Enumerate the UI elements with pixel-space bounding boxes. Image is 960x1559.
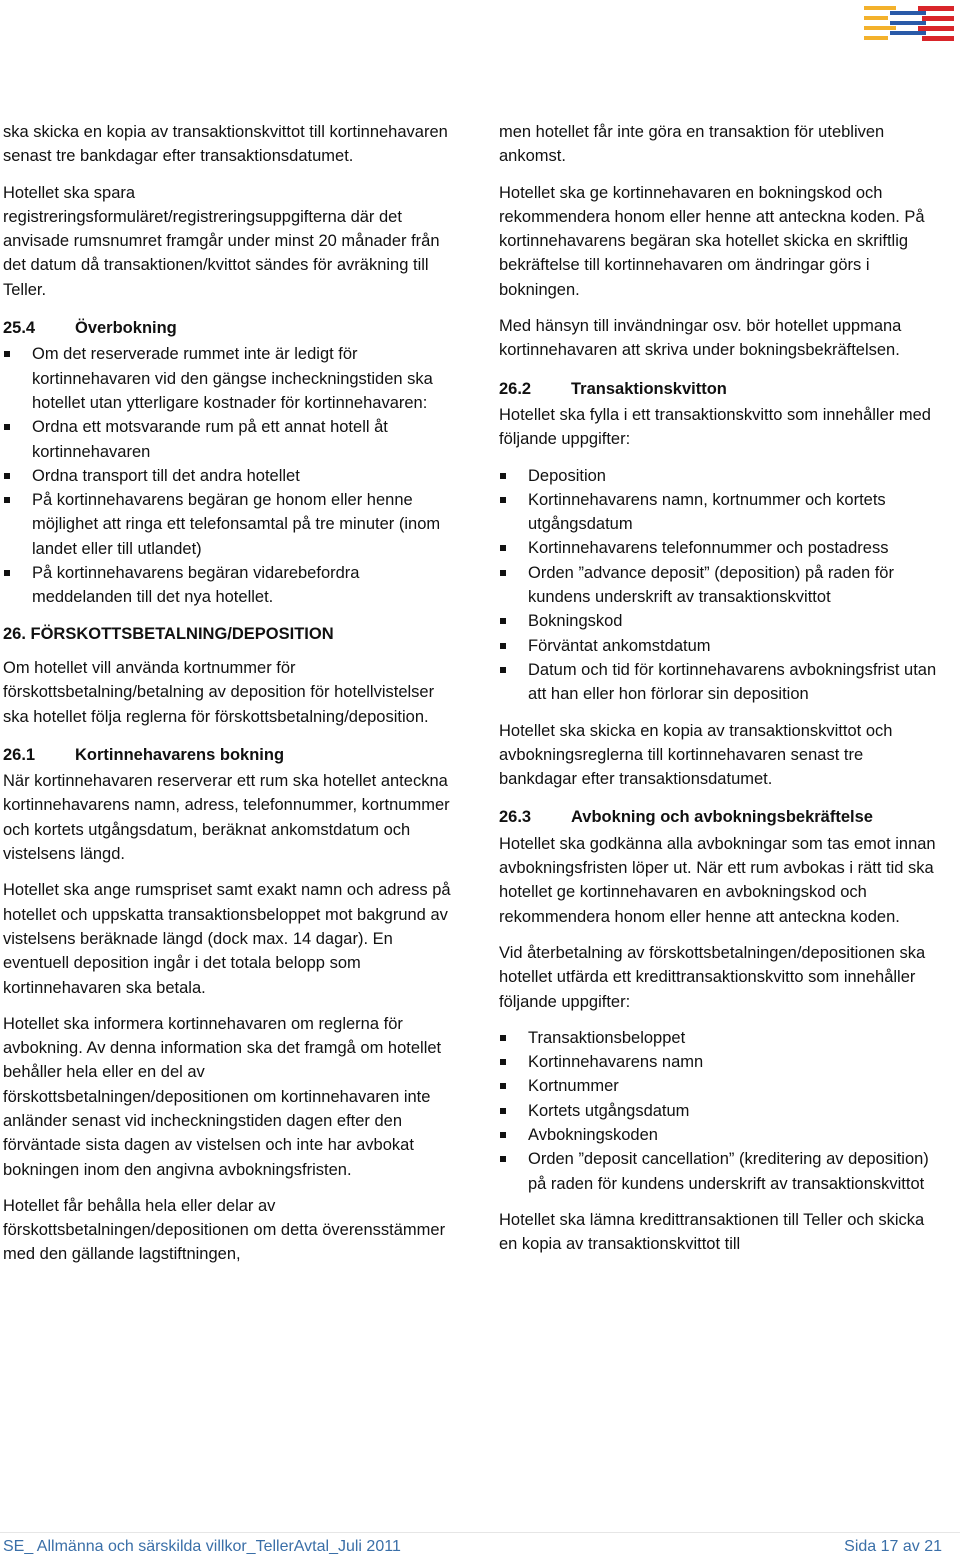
- section-heading-26-1: [3, 743, 453, 767]
- list-item: Orden ”deposit cancellation” (kreditering av deposition) på raden för kundens underskrift av transaktionskvittot: [499, 1147, 939, 1196]
- list-item: Om det reserverade rummet inte är ledigt för kortinnehavaren vid den gängse incheckningstiden ska hotellet utan ytterligare kostnader för kortinnehavaren:: [3, 342, 453, 415]
- list-item: Datum och tid för kortinnehavarens avbokningsfrist utan att han eller hon förlorar sin deposition: [499, 658, 939, 707]
- paragraph: Vid återbetalning av förskottsbetalningen/depositionen ska hotellet utfärda ett kredittransaktionskvitto som innehåller följande uppgifter:: [499, 943, 926, 1011]
- list-item: Avbokningskoden: [499, 1123, 939, 1147]
- list-item: På kortinnehavarens begäran ge honom eller henne möjlighet att ringa ett telefonsamtal på tre minuter (inom landet eller till utlandet): [3, 488, 453, 561]
- list-item: Deposition: [499, 464, 939, 488]
- paragraph: Hotellet ska ange rumspriset samt exakt namn och adress på hotellet och uppskatta transaktionsbeloppet mot bakgrund av vistelsens beräknade längd (dock max. 14 dagar). En eventuell deposition ingår i det totala belopp som kortinnehavaren ska betala.: [3, 881, 451, 997]
- paragraph: När kortinnehavaren reserverar ett rum ska hotellet anteckna kortinnehavarens namn, adress, telefonnummer, kortnummer och kortets utgångsdatum, beräknat ankomstdatum och vistelsens längd.: [3, 772, 450, 864]
- bullet-list-receipt-fields: [499, 464, 939, 707]
- paragraph: Hotellet ska godkänna alla avbokningar som tas emot innan avbokningsfristen löper ut. När ett rum avbokas i rätt tid ska hotellet ge kortinnehavaren en avbokningskod och rekommendera honom eller henne att anteckna koden.: [499, 834, 936, 926]
- paragraph: Med hänsyn till invändningar osv. bör hotellet uppmana kortinnehavaren att skriva under bokningsbekräftelsen.: [499, 317, 902, 360]
- list-item: Kortinnehavarens telefonnummer och postadress: [499, 536, 939, 560]
- footer-document-title: SE_ Allmänna och särskilda villkor_TellerAvtal_Juli 2011: [3, 1538, 401, 1555]
- list-item: Kortnummer: [499, 1074, 939, 1098]
- section-heading-26-2: [499, 377, 939, 401]
- paragraph: men hotellet får inte göra en transaktion för utebliven ankomst.: [499, 123, 885, 166]
- page-footer: [3, 1536, 942, 1558]
- bullet-list-overbooking: [3, 342, 453, 609]
- list-item: Orden ”advance deposit” (deposition) på raden för kundens underskrift av transaktionskvittot: [499, 561, 939, 610]
- footer-divider: [0, 1532, 960, 1533]
- paragraph: ska skicka en kopia av transaktionskvittot till kortinnehavaren senast tre bankdagar efter transaktionsdatumet.: [3, 123, 448, 166]
- list-item: Transaktionsbeloppet: [499, 1026, 939, 1050]
- paragraph: Hotellet ska fylla i ett transaktionskvitto som innehåller med följande uppgifter:: [499, 405, 931, 449]
- list-item: Kortinnehavarens namn: [499, 1050, 939, 1074]
- list-item: Bokningskod: [499, 609, 939, 633]
- section-number: 26.1: [3, 745, 36, 764]
- list-item: Ordna ett motsvarande rum på ett annat hotell åt kortinnehavaren: [3, 415, 453, 464]
- paragraph: Om hotellet vill använda kortnummer för förskottsbetalning/betalning av deposition för hotellvistelser ska hotellet följa reglerna för förskottsbetalning/deposition.: [3, 658, 435, 726]
- chapter-heading-26: 26. FÖRSKOTTSBETALNING/DEPOSITION: [3, 624, 334, 643]
- list-item: Förväntat ankomstdatum: [499, 634, 939, 658]
- paragraph: Hotellet ska skicka en kopia av transaktionskvittot och avbokningsreglerna till kortinnehavaren senast tre bankdagar efter transaktionsdatumet.: [499, 721, 893, 789]
- footer-page-number: Sida 17 av 21: [844, 1538, 942, 1555]
- section-title: Kortinnehavarens bokning: [75, 745, 285, 764]
- left-column: [3, 120, 453, 1279]
- section-number: 26.2: [499, 379, 532, 398]
- paragraph: Hotellet ska spara registreringsformuläret/registreringsuppgifterna där det anvisade rumsnumret framgår under minst 20 månader från det datum då transaktionen/kvittot sändes för avräkning till Teller.: [3, 183, 440, 299]
- section-number: 26.3: [499, 808, 532, 827]
- paragraph: Hotellet ska lämna kredittransaktionen till Teller och skicka en kopia av transaktionskvittot till: [499, 1210, 925, 1254]
- list-item: På kortinnehavarens begäran vidarebefordra meddelanden till det nya hotellet.: [3, 561, 453, 610]
- section-heading-26-3: [499, 805, 939, 829]
- section-title: Avbokning och avbokningsbekräftelse: [571, 808, 873, 827]
- section-heading-25-4: [3, 316, 453, 340]
- paragraph: Hotellet ska informera kortinnehavaren om reglerna för avbokning. Av denna information ska det framgå om hotellet behåller hela eller en del av förskottsbetalningen/depositionen om kortinnehavaren inte anländer senast vid incheckningstiden dagen efter den förväntade sista dagen av vistelsen och inte har avbokat bokningen inom den angivna avbokningsfristen.: [3, 1014, 442, 1179]
- flag-stripes-logo: [864, 4, 956, 44]
- section-number: 25.4: [3, 319, 36, 338]
- list-item: Kortinnehavarens namn, kortnummer och kortets utgångsdatum: [499, 488, 939, 537]
- paragraph: Hotellet får behålla hela eller delar av förskottsbetalningen/depositionen om detta överensstämmer med den gällande lagstiftningen,: [3, 1196, 446, 1264]
- section-title: Överbokning: [75, 319, 177, 338]
- list-item: Ordna transport till det andra hotellet: [3, 464, 453, 488]
- list-item: Kortets utgångsdatum: [499, 1099, 939, 1123]
- right-column: [499, 120, 939, 1268]
- section-title: Transaktionskvitton: [571, 379, 727, 398]
- bullet-list-credit-fields: [499, 1026, 939, 1196]
- paragraph: Hotellet ska ge kortinnehavaren en bokningskod och rekommendera honom eller henne att anteckna koden. På kortinnehavarens begäran ska hotellet skicka en skriftlig bekräftelse till kortinnehavaren om ändringar görs i bokningen.: [499, 183, 925, 299]
